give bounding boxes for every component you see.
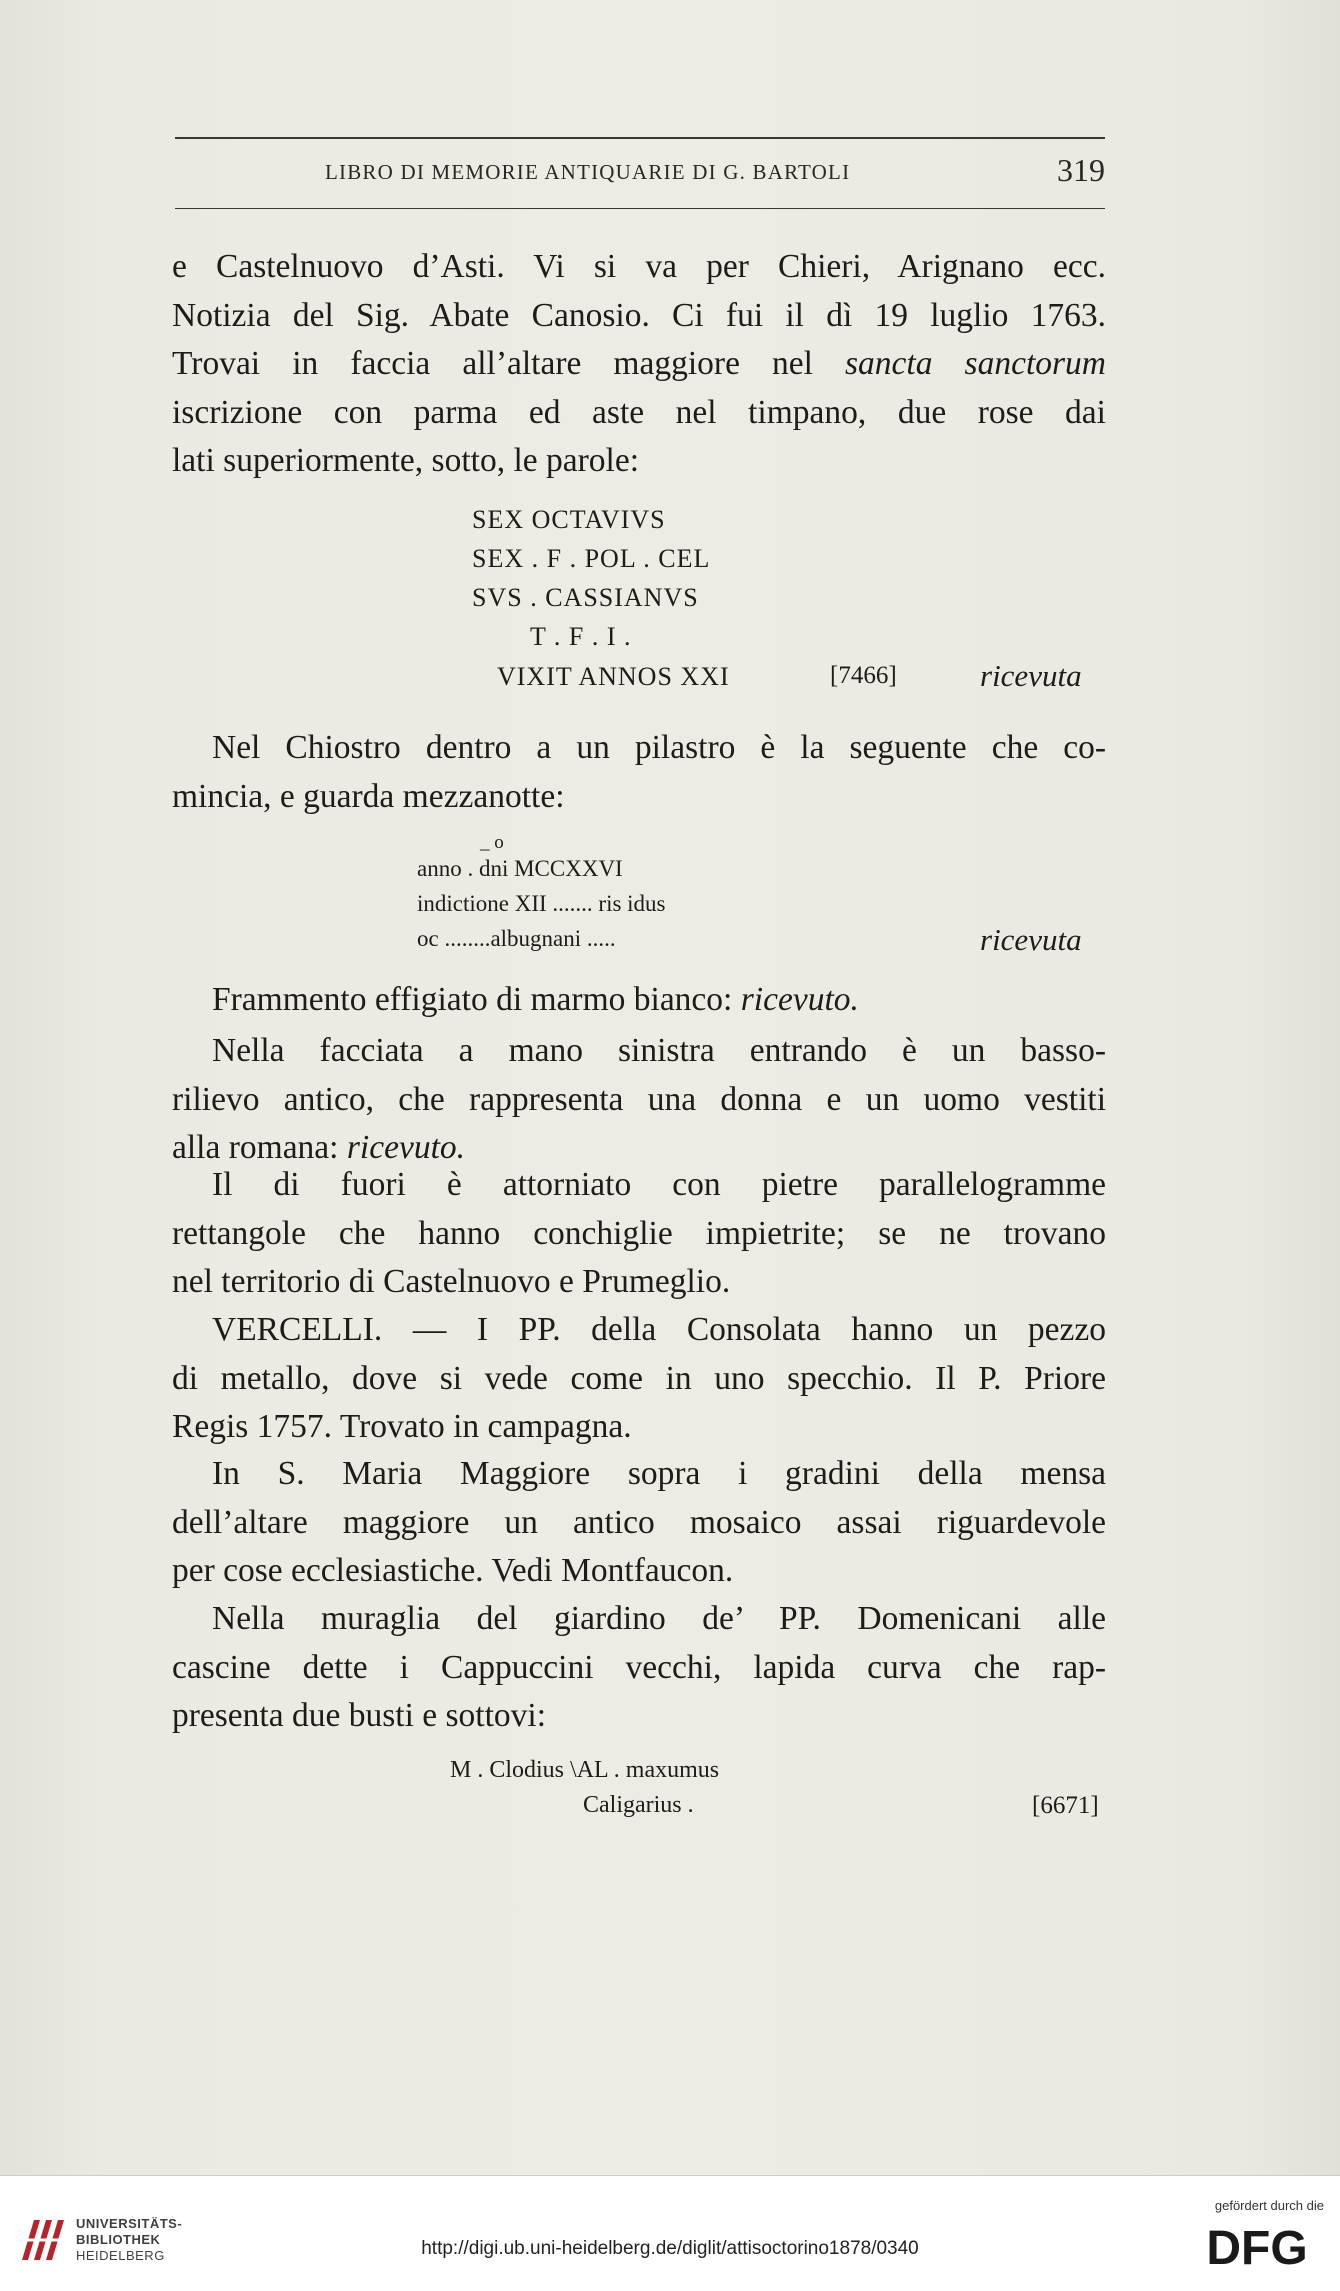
italic-text: ricevuto.: [740, 981, 859, 1018]
text-line: nel territorio di Castelnuovo e Prumeglio.: [172, 1263, 731, 1300]
funding-caption: gefördert durch die: [1214, 2198, 1324, 2213]
page-header: [175, 152, 1105, 198]
inscription-line: T . F . I .: [530, 622, 632, 651]
text-line: per cose ecclesiastiche. Vedi Montfaucon.: [172, 1552, 734, 1589]
paragraph-vercelli: [172, 1306, 1106, 1452]
text-line: Nella facciata a mano sinistra entrando è un basso-: [212, 1032, 1106, 1069]
paragraph-pietre: [172, 1161, 1106, 1307]
paragraph-facciata: [172, 1027, 1106, 1173]
acquisition-note: ricevuta: [980, 658, 1082, 693]
inventory-number: [7466]: [830, 662, 897, 689]
text-line: e Castelnuovo d’Asti. Vi si va per Chieri, Arignano ecc.: [172, 248, 1106, 285]
text-line: [212, 976, 1106, 1025]
paragraph-santa-maria: [172, 1450, 1106, 1596]
text-line: [172, 340, 1106, 389]
header-rule-top: [175, 137, 1105, 139]
text-line: iscrizione con parma ed aste nel timpano, due rose dai: [172, 393, 1106, 431]
text-line: VERCELLI. — I PP. della Consolata hanno un pezzo: [212, 1311, 1106, 1348]
paragraph-castelnuovo: [172, 243, 1106, 486]
text-line: Regis 1757. Trovato in campagna.: [172, 1408, 632, 1445]
italic-text: ricevuto.: [346, 1129, 466, 1166]
inventory-number: [6671]: [1032, 1792, 1099, 1819]
library-name-line: HEIDELBERG: [76, 2248, 165, 2263]
dfg-logo-text: DFG: [1206, 2222, 1308, 2272]
dfg-logo-icon: [1192, 2220, 1322, 2272]
library-name-line: UNIVERSITÄTS-: [76, 2216, 183, 2231]
text-run: Frammento effigiato di marmo bianco:: [212, 981, 741, 1018]
inscription-line: SEX . F . POL . CEL: [472, 544, 711, 573]
text-line: Notizia del Sig. Abate Canosio. Ci fui il dì 19 luglio 1763.: [172, 296, 1106, 334]
paragraph-frammento: [172, 976, 1106, 1025]
viewer-footer: [0, 2175, 1340, 2291]
text-line: rettangole che hanno conchiglie impietrite; se ne trovano: [172, 1214, 1106, 1252]
text-line: cascine dette i Cappuccini vecchi, lapida curva che rap-: [172, 1648, 1106, 1686]
text-line: mincia, e guarda mezzanotte:: [172, 777, 565, 815]
inscription-line: VIXIT ANNOS XXI: [497, 662, 730, 691]
permalink-url[interactable]: http://digi.ub.uni-heidelberg.de/diglit/attisoctorino1878/0340: [421, 2238, 919, 2259]
inscription-line: SVS . CASSIANVS: [472, 583, 699, 612]
paragraph-chiostro: [172, 724, 1106, 821]
text-line: lati superiormente, sotto, le parole:: [172, 442, 640, 479]
abbreviation-mark: _ o: [480, 832, 504, 853]
text-run: alla romana:: [172, 1129, 347, 1166]
text-line: dell’altare maggiore un antico mosaico assai riguardevole: [172, 1503, 1106, 1541]
text-line: In S. Maria Maggiore sopra i gradini della mensa: [212, 1455, 1106, 1492]
header-rule-bottom: [175, 208, 1105, 209]
text-line: presenta due busti e sottovi:: [172, 1697, 547, 1734]
inscription-line: anno . dni MCCXXVI: [417, 856, 623, 881]
text-line: di metallo, dove si vede come in uno specchio. Il P. Priore: [172, 1359, 1106, 1397]
acquisition-note: ricevuta: [980, 922, 1082, 957]
inscription-line: SEX OCTAVIVS: [472, 505, 666, 534]
italic-text: sancta sanctorum: [845, 345, 1106, 382]
running-head: LIBRO DI MEMORIE ANTIQUARIE DI G. BARTOLI: [325, 160, 851, 184]
inscription-line: oc ........albugnani .....: [417, 926, 616, 951]
page-number: 319: [1057, 152, 1105, 188]
paragraph-muraglia: [172, 1595, 1106, 1741]
text-line: Nella muraglia del giardino de’ PP. Domenicani alle: [212, 1600, 1106, 1637]
inscription-line: indictione XII ....... ris idus: [417, 891, 666, 916]
text-line: rilievo antico, che rappresenta una donna e un uomo vestiti: [172, 1080, 1106, 1118]
text-run: Trovai in faccia all’altare maggiore nel: [172, 345, 846, 382]
inscription-line: M . Clodius \AL . maxumus: [450, 1757, 720, 1783]
text-line: Nel Chiostro dentro a un pilastro è la seguente che co-: [212, 729, 1106, 766]
text-line: Il di fuori è attorniato con pietre parallelogramme: [212, 1166, 1106, 1203]
library-name-line: BIBLIOTHEK: [76, 2232, 161, 2247]
inscription-line: Caligarius .: [583, 1792, 694, 1818]
